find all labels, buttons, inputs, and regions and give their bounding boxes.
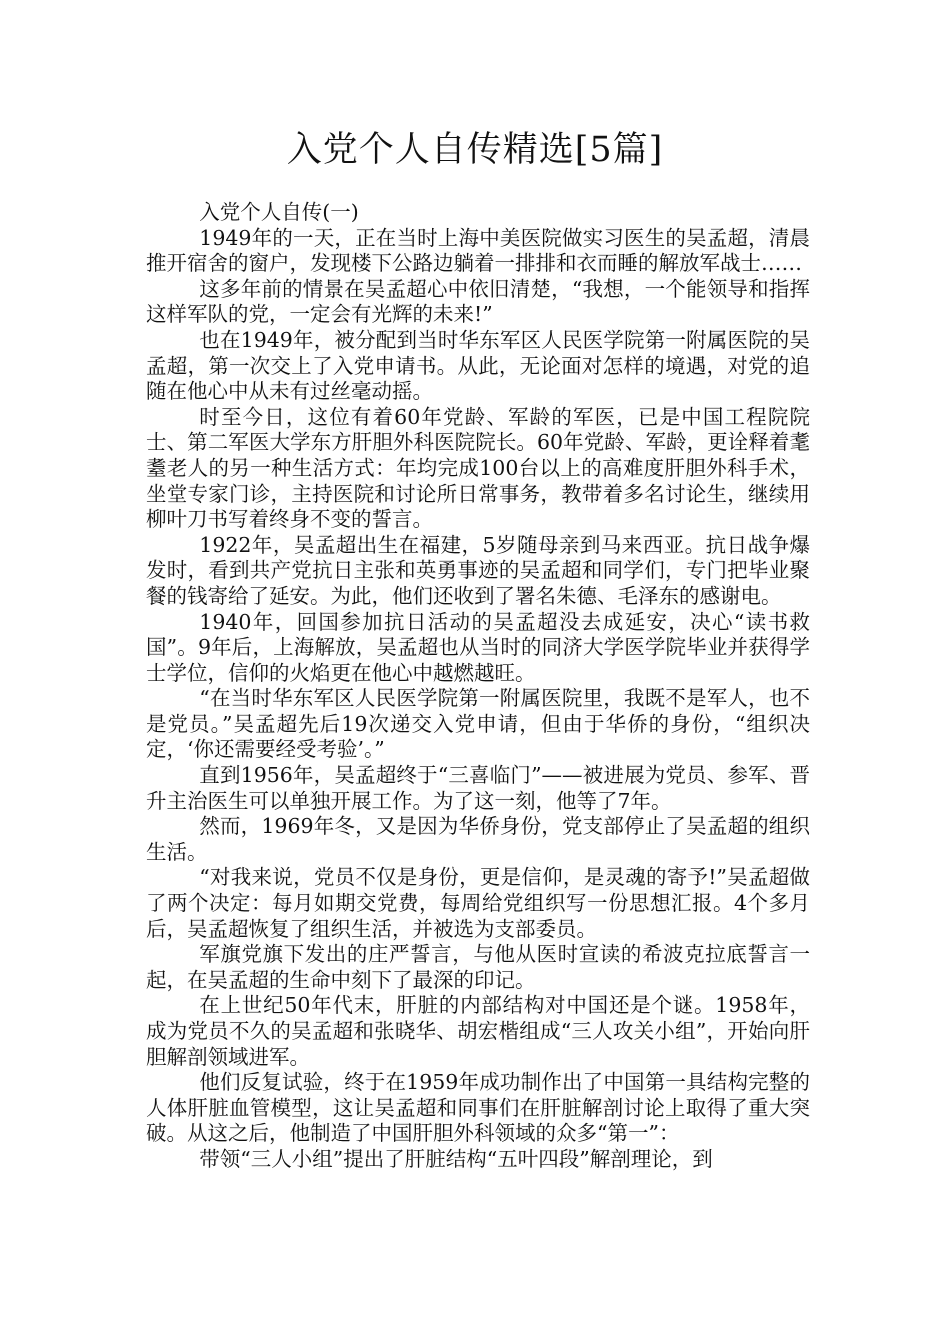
paragraph: 这多年前的情景在吴孟超心中依旧清楚，“我想，一个能领导和指挥这样军队的党，一定会有光辉的未来!” [146, 276, 810, 327]
paragraph: 1940年，回国参加抗日活动的吴孟超没去成延安，决心“读书救国”。9年后，上海解放，吴孟超也从当时的同济大学医学院毕业并获得学士学位，信仰的火焰更在他心中越燃越旺。 [146, 609, 810, 685]
paragraph: 然而，1969年冬，又是因为华侨身份，党支部停止了吴孟超的组织生活。 [146, 814, 810, 864]
document-title: 入党个人自传精选[5篇] [286, 130, 664, 170]
paragraph: “对我来说，党员不仅是身份，更是信仰，是灵魂的寄予!”吴孟超做了两个决定：每月如期交党费，每周给党组织写一份思想汇报。4个多月后，吴孟超恢复了组织生活，并被选为支部委员。 [146, 865, 810, 941]
paragraph: 军旗党旗下发出的庄严誓言，与他从医时宣读的希波克拉底誓言一起，在吴孟超的生命中刻下了最深的印记。 [146, 942, 810, 992]
paragraph: 在上世纪50年代末，肝脏的内部结构对中国还是个谜。1958年，成为党员不久的吴孟超和张晓华、胡宏楷组成“三人攻关小组”，开始向肝胆解剖领域进军。 [146, 993, 810, 1069]
paragraph: 直到1956年，吴孟超终于“三喜临门”——被进展为党员、参军、晋升主治医生可以单独开展工作。为了这一刻，他等了7年。 [146, 763, 810, 813]
paragraph: 也在1949年，被分配到当时华东军区人民医学院第一附属医院的吴孟超，第一次交上了入党申请书。从此，无论面对怎样的境遇，对党的追随在他心中从未有过丝毫动摇。 [146, 327, 810, 404]
section-heading: 入党个人自传(一) [199, 200, 359, 224]
paragraph: 时至今日，这位有着60年党龄、军龄的军医，已是中国工程院院士、第二军医大学东方肝胆外科医院院长。60年党龄、军龄，更诠释着耄耋老人的另一种生活方式：年均完成100台以上的高难度肝胆外科手术，坐堂专家门诊，主持医院和讨论所日常事务，教带着多名讨论生，继续用柳叶刀书写着终身不变的誓言。 [146, 404, 810, 532]
paragraph: 1949年的一天，正在当时上海中美医院做实习医生的吴孟超，清晨推开宿舍的窗户，发现楼下公路边躺着一排排和衣而睡的解放军战士…… [146, 225, 810, 276]
document-body [146, 200, 810, 1173]
paragraph: 带领“三人小组”提出了肝脏结构“五叶四段”解剖理论，到 [199, 1146, 713, 1171]
paragraph: “在当时华东军区人民医学院第一附属医院里，我既不是军人，也不是党员。”吴孟超先后19次递交入党申请，但由于华侨的身份，“组织决定，‘你还需要经受考验’。” [146, 686, 810, 762]
paragraph: 他们反复试验，终于在1959年成功制作出了中国第一具结构完整的人体肝脏血管模型，这让吴孟超和同事们在肝脏解剖讨论上取得了重大突破。从这之后，他制造了中国肝胆外科领域的众多“第一”： [146, 1070, 810, 1146]
paragraph: 1922年，吴孟超出生在福建，5岁随母亲到马来西亚。抗日战争爆发时，看到共产党抗日主张和英勇事迹的吴孟超和同学们，专门把毕业聚餐的钱寄给了延安。为此，他们还收到了署名朱德、毛泽东的感谢电。 [146, 532, 810, 608]
